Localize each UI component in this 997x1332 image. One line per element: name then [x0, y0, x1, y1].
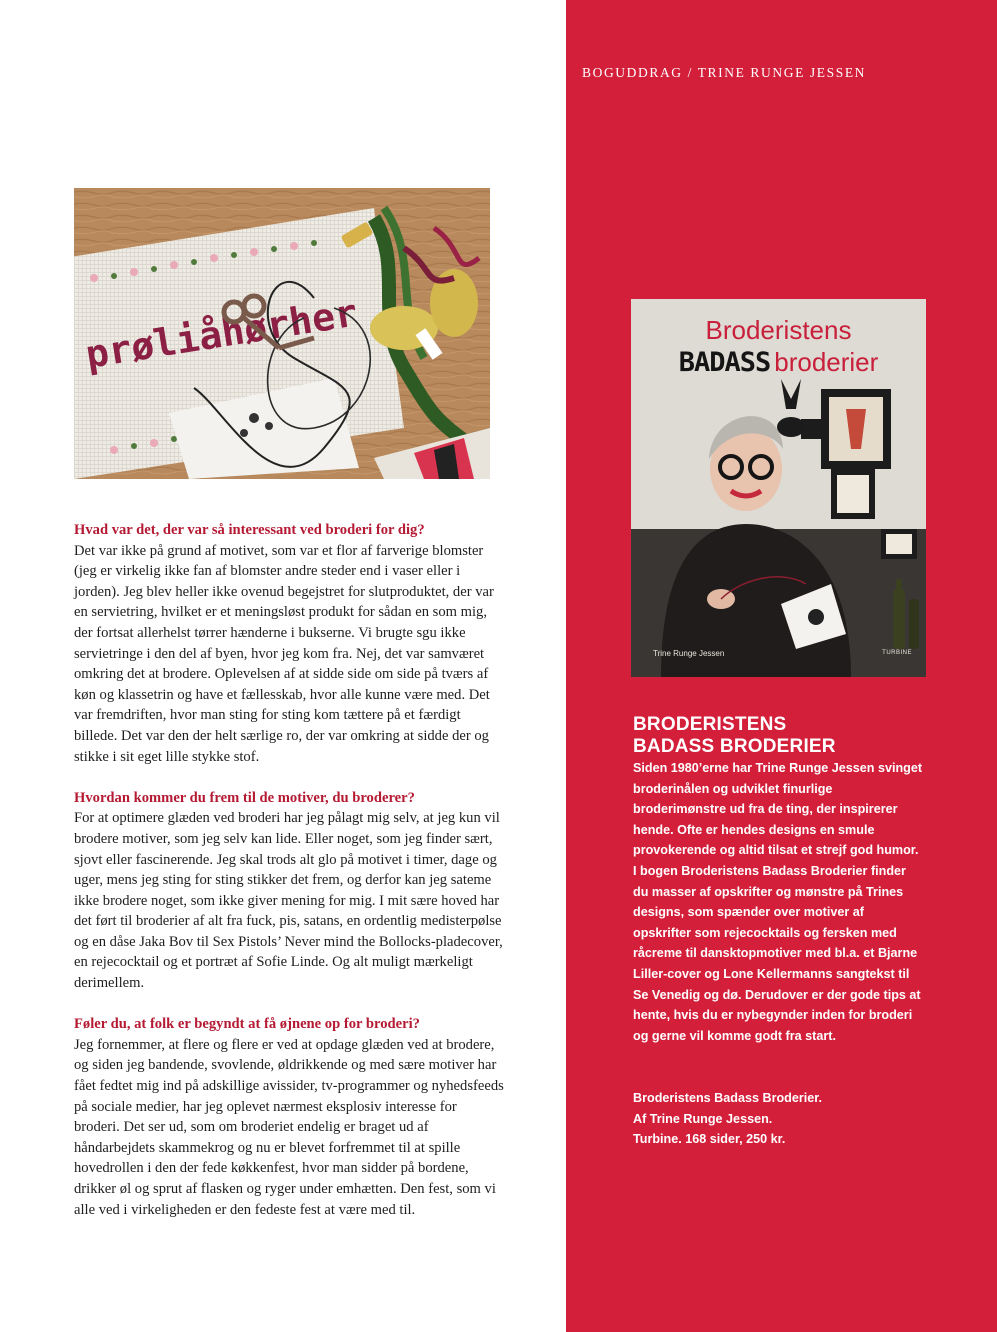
book-facts: [633, 1088, 923, 1150]
cover-publisher: TURBINE: [882, 650, 912, 656]
fact-line: Turbine. 168 sider, 250 kr.: [633, 1132, 786, 1147]
fact-line: Broderistens Badass Broderier.: [633, 1091, 822, 1105]
cover-title-line2: [631, 347, 926, 378]
question-heading: Føler du, at folk er begyndt at få øjnene op for broderi?: [74, 1016, 420, 1033]
stitched-word: prøliåhørher: [82, 290, 361, 377]
cover-author: Trine Runge Jessen: [653, 649, 725, 658]
book-cover: [631, 299, 926, 677]
embroidery-photo: [74, 188, 490, 479]
interview-article: [74, 520, 504, 1220]
answer-paragraph: Jeg fornemmer, at flere og flere er ved at opdage glæden ved at brodere, og siden jeg bandende, svovlende, øldrikkende og med sære motiver har fået fedtet mig ind på adskillige avissider, tv-programmer og nyhedsfeeds på sociale medier, har jeg oplevet nærmest eksplosiv interesse for broderi. Det ser ud, som om broderiet endelig er braget ud af håndarbejdets skammekrog og nu er blevet forfremmet til at spille hovedrollen i den der fede køkkenfest, hvor man sidder på bordene, drikker øl og sprut af flasken og ryger under emhætten. Den fest, som vi alle ved i virkeligheden er den fedeste fest at være med til.: [74, 1036, 504, 1218]
cover-title-word: broderier: [774, 347, 879, 377]
answer-paragraph: Det var ikke på grund af motivet, som var et flor af farverige blomster (jeg er virkelig ikke fan af blomster andre steder end i vaser eller i jorden). Jeg blev heller ikke ovenud begejstret for slutproduktet, der var en servietring, hvilket er et meningsløst produkt for sådan en som mig, der fortsat allerhelst tørrer hænderne i bukserne. Vi brugte sgu ikke servietringe i den del af byen, hvor jeg kom fra. Nej, det var samværet omkring det at brodere. Oplevelsen af at sidde side om side på tværs af køn og klassetrin og have et fællesskab, hvor alle kunne være med. Det var fremdriften, hvor man sting for sting kom tættere på et færdigt billede. Det var den der helt særlige ro, der var omkring at sidde der og stikke i sit eget lille stykke stof.: [74, 542, 494, 765]
question-heading: Hvordan kommer du frem til de motiver, du broderer?: [74, 789, 415, 806]
section-kicker: BOGUDDRAG / TRINE RUNGE JESSEN: [582, 65, 867, 80]
blurb-body: Siden 1980’erne har Trine Runge Jessen svinget broderinålen og udviklet finurlige broderimønstre ud fra de ting, der inspirerer hende. Ofte er hendes designs en smule provokerende og altid tilsat et strejf god humor. I bogen Broderistens Badass Broderier finder du masser af opskrifter og mønstre på Trines designs, som spænder over motiver af opskrifter som rejecocktails og fersken med råcreme til dansktopmotiver med bl.a. et Bjarne Liller-cover og Lone Kellermanns sangtekst til Se Venedig og dø. Derudover er der gode tips at hente, hvis du er nybegynder inden for broderi og gerne vil komme godt fra start.: [633, 761, 923, 1043]
book-blurb: [633, 714, 923, 1046]
blurb-title-line1: BRODERISTENS: [633, 714, 787, 735]
fact-line: Af Trine Runge Jessen.: [633, 1111, 773, 1126]
cover-title-badass: BADASS: [678, 347, 771, 378]
answer-paragraph: For at optimere glæden ved broderi har jeg pålagt mig selv, at jeg kun vil brodere motiver, som jeg selv kan lide. Eller noget, som jeg finder sært, sjovt eller fascinerende. Jeg skal trods alt glo på motivet i timer, dage og uger, mens jeg sting for sting stikker det frem, og derfor kan jeg sateme ikke brodere noget, som ikke giver mening for mig. I mit sære hoved har det ført til broderier af alt fra fuck, pis, satans, en ordentlig medisterpølse og en dåse Jaka Bov til Sex Pistols’ Never mind the Bollocks-pladecover, en rejecocktail og et portræt af Sofie Linde. Og alt muligt mærkeligt derimellem.: [74, 810, 503, 992]
cover-title-line1: Broderistens: [705, 315, 852, 345]
blurb-title-line2: BADASS BRODERIER: [633, 736, 836, 757]
question-heading: Hvad var det, der var så interessant ved broderi for dig?: [74, 522, 425, 538]
